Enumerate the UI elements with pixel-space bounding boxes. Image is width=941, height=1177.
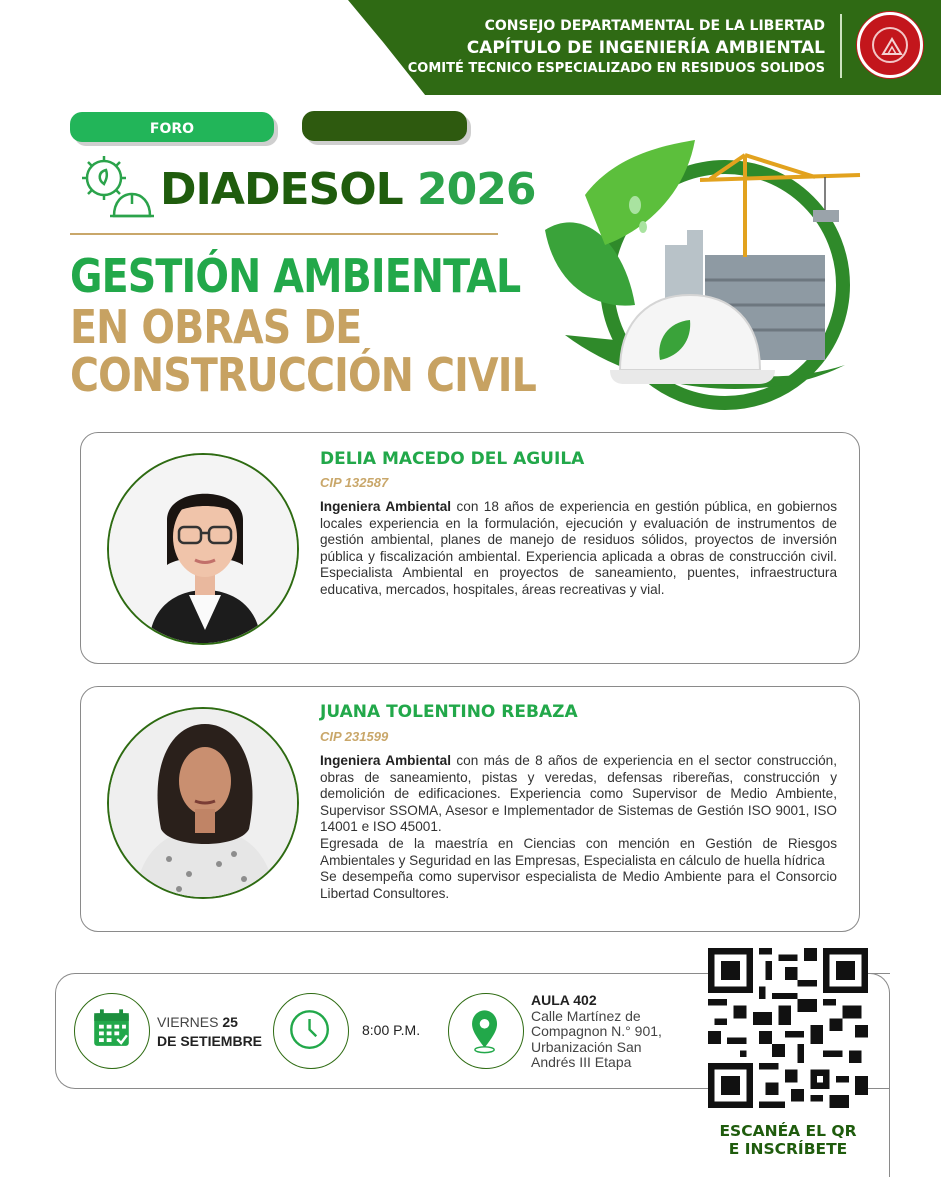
gear-helmet-icon — [74, 150, 154, 226]
event-time: 8:00 P.M. — [362, 1022, 421, 1038]
speaker-bio-education: Egresada de la maestría en Ciencias con mención en Gestión de Riesgos Ambientales y Seguridad en las Empresas, Especialista en cálculo de huella hídrica — [320, 835, 837, 868]
speaker-card — [80, 432, 860, 664]
event-weekday: VIERNES — [157, 1014, 223, 1030]
header-divider — [840, 14, 842, 78]
event-type-badge: FORO — [70, 112, 274, 142]
speaker-name: DELIA MACEDO DEL AGUILA — [320, 449, 585, 469]
qr-instruction — [700, 1122, 876, 1158]
speaker-cip: CIP 231599 — [320, 729, 389, 744]
speaker-bio-text: con más de 8 años de experiencia en el sector construcción, obras de saneamiento, pistas y veredas, defensas ribereñas, construcción y demolición de edificaciones. Experiencia como Supervisor de Medio Ambiente, Supervisor SSOMA, Asesor e Implementador de Sistemas de Gestión ISO 9001, ISO 14001 e ISO 45001. — [320, 753, 837, 835]
speaker-photo — [107, 453, 299, 645]
speaker-bio — [320, 753, 837, 902]
seal-inner-ring — [872, 27, 908, 63]
event-month: DE SETIEMBRE — [157, 1033, 263, 1049]
speaker-portrait-icon — [109, 455, 299, 645]
event-year: 2026 — [417, 164, 536, 215]
event-date — [157, 1013, 262, 1051]
location-pin-glyph — [449, 994, 522, 1067]
calendar-icon — [74, 993, 150, 1069]
header-chapter: CAPÍTULO DE INGENIERÍA AMBIENTAL — [466, 38, 825, 58]
headline-line2: EN OBRAS DE — [70, 300, 362, 354]
headline-line1: GESTIÓN AMBIENTAL — [70, 249, 521, 303]
header-titles — [408, 16, 825, 78]
header-council: CONSEJO DEPARTAMENTAL DE LA LIBERTAD — [484, 18, 825, 34]
speaker-profession: Ingeniera Ambiental — [320, 753, 451, 768]
decorative-pill — [302, 111, 467, 141]
clock-icon — [273, 993, 349, 1069]
event-room: AULA 402 — [531, 992, 597, 1008]
location-pin-icon — [448, 993, 524, 1069]
clock-glyph — [274, 994, 347, 1067]
speaker-portrait-icon — [109, 709, 299, 899]
speaker-name: JUANA TOLENTINO REBAZA — [320, 702, 578, 722]
speaker-photo — [107, 707, 299, 899]
header-committee: COMITÉ TECNICO ESPECIALIZADO EN RESIDUOS SOLIDOS — [407, 61, 825, 76]
event-location — [531, 993, 681, 1071]
headline-line3: CONSTRUCCIÓN CIVIL — [70, 348, 536, 402]
speaker-cip: CIP 132587 — [320, 475, 389, 490]
institution-seal-icon — [857, 12, 923, 78]
speaker-card — [80, 686, 860, 932]
event-name-main: DIADESOL — [160, 164, 403, 215]
event-day-number: 25 — [222, 1014, 238, 1030]
event-address: Calle Martínez de Compagnon N.° 901, Urbanización San Andrés III Etapa — [531, 1007, 662, 1070]
registration-qr-code[interactable] — [708, 948, 868, 1108]
speaker-bio-text: con 18 años de experiencia en gestión pública, en gobiernos locales experiencia en la formulación, ejecución y evaluación de instrumentos de gestión ambiental, planes de manejo de residuos sólidos, proyectos de inversión pública y fiscalización ambiental. Experiencia aplicada a obras de construcción civil. Especialista Ambiental en proyectos de saneamiento, puentes, infraestructura educativa, mercados, hospitales, áreas recreativas y vial. — [320, 499, 838, 597]
speaker-bio-current-role: Se desempeña como supervisor especialista de Medio Ambiente para el Consorcio Libertad Consultores. — [320, 869, 837, 901]
speaker-bio — [320, 499, 837, 599]
construction-eco-illustration — [525, 135, 870, 415]
title-divider — [70, 233, 498, 235]
calendar-glyph — [75, 994, 148, 1067]
speaker-profession: Ingeniera Ambiental — [320, 499, 452, 514]
qr-label-line1: ESCANÉA EL QR — [719, 1122, 857, 1140]
qr-label-line2: E INSCRÍBETE — [728, 1140, 848, 1158]
event-name — [160, 162, 535, 218]
seal-emblem-icon — [881, 36, 903, 58]
